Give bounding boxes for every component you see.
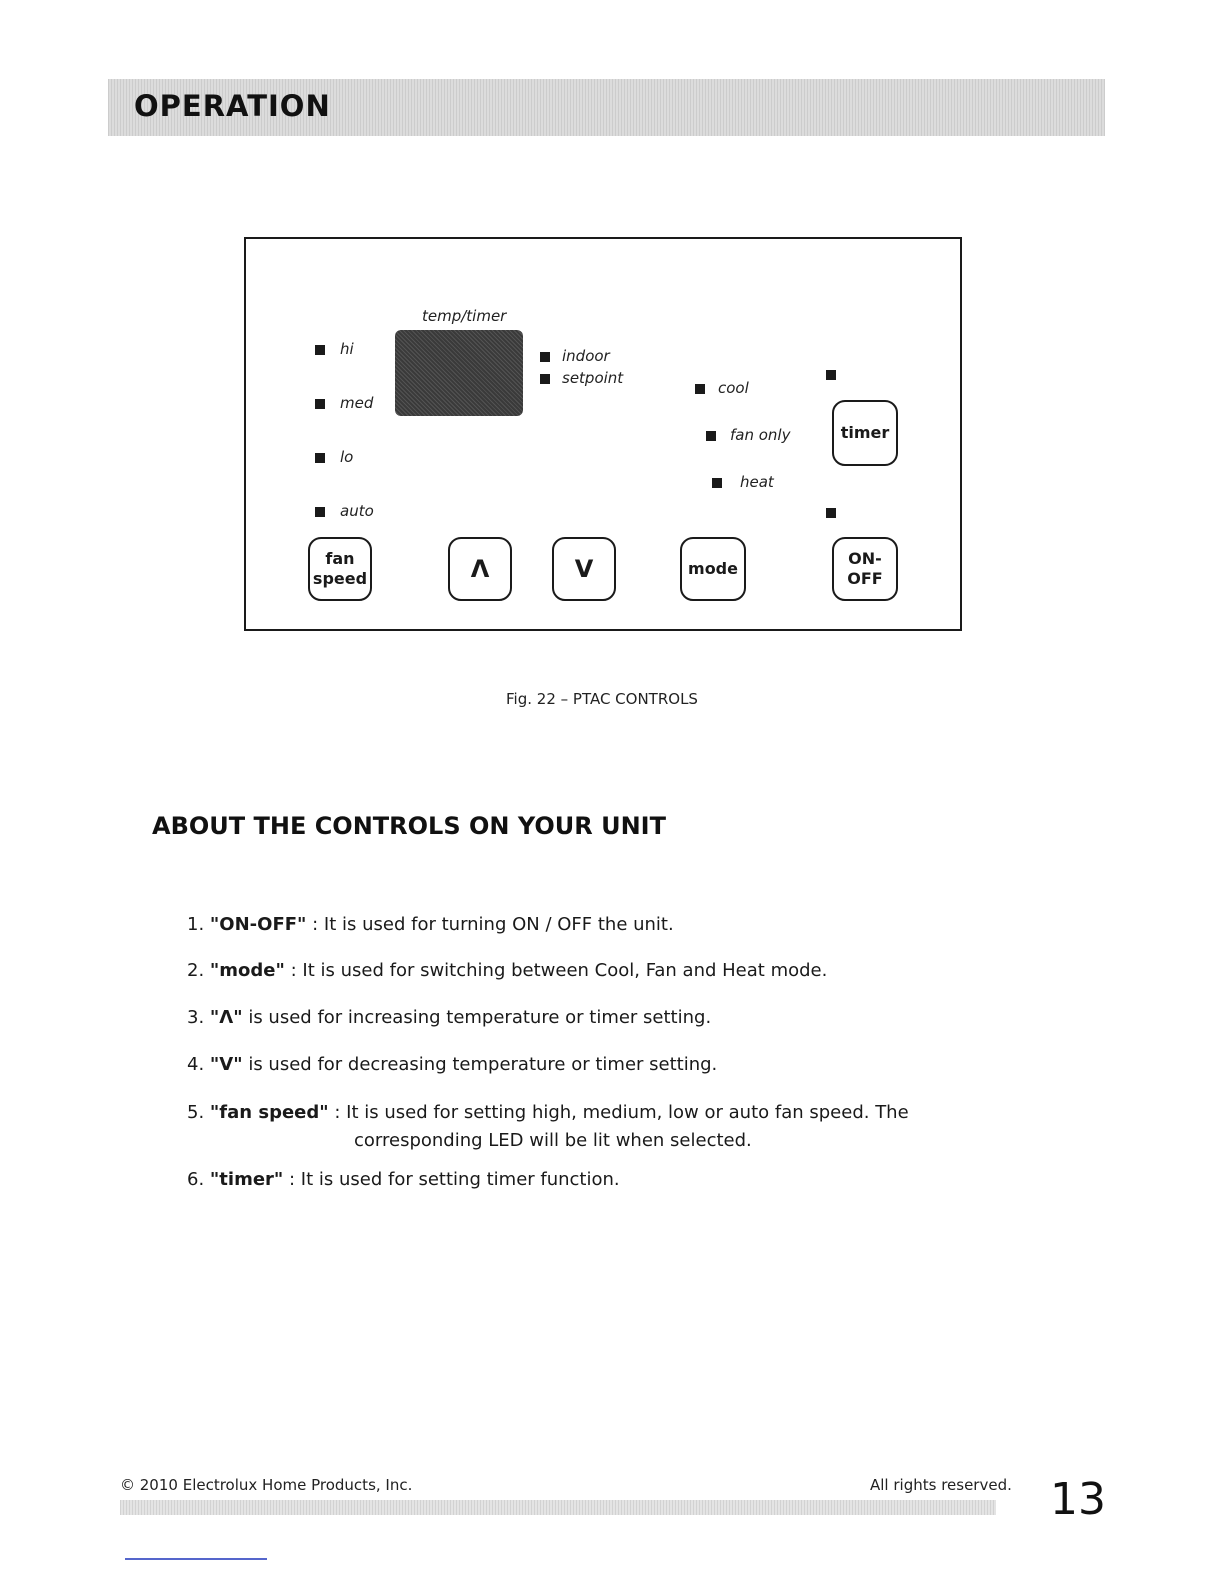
list-item: 1. "ON-OFF" : It is used for turning ON / OFF the unit. (187, 914, 674, 935)
led-hi-indicator (315, 345, 325, 355)
timer-button[interactable]: timer (832, 400, 898, 466)
led-setpoint-label: setpoint (562, 369, 624, 387)
rights-notice: All rights reserved. (870, 1476, 1012, 1494)
led-heat-indicator (712, 478, 722, 488)
footer-rule (125, 1558, 267, 1560)
led-cool-label: cool (718, 379, 749, 397)
list-item: 3. "Λ" is used for increasing temperature or timer setting. (187, 1007, 712, 1028)
figure-caption: Fig. 22 – PTAC CONTROLS (506, 690, 698, 708)
fan-speed-button[interactable]: fan speed (308, 537, 372, 601)
section-heading: ABOUT THE CONTROLS ON YOUR UNIT (152, 812, 666, 840)
led-fan-only-label: fan only (730, 426, 791, 444)
led-timer-indicator (826, 370, 836, 380)
page-title: OPERATION (134, 89, 331, 123)
led-power-indicator (826, 508, 836, 518)
led-fan-only-indicator (706, 431, 716, 441)
temp-timer-display (395, 330, 523, 416)
led-heat-label: heat (740, 473, 774, 491)
led-med-indicator (315, 399, 325, 409)
list-item: 4. "V" is used for decreasing temperature or timer setting. (187, 1054, 718, 1075)
mode-button[interactable]: mode (680, 537, 746, 601)
temp-up-button[interactable]: Λ (448, 537, 512, 601)
list-item-continuation: corresponding LED will be lit when selected. (354, 1130, 752, 1151)
temp-down-button[interactable]: V (552, 537, 616, 601)
list-item: 2. "mode" : It is used for switching between Cool, Fan and Heat mode. (187, 960, 828, 981)
on-off-button[interactable]: ON- OFF (832, 537, 898, 601)
list-item: 5. "fan speed" : It is used for setting high, medium, low or auto fan speed. The (187, 1102, 909, 1123)
led-cool-indicator (695, 384, 705, 394)
led-hi-label: hi (340, 340, 354, 358)
led-indoor-label: indoor (562, 347, 610, 365)
page-number: 13 (1050, 1474, 1106, 1525)
led-setpoint-indicator (540, 374, 550, 384)
footer-bar (120, 1500, 996, 1515)
led-auto-label: auto (340, 502, 374, 520)
led-med-label: med (340, 394, 374, 412)
list-item: 6. "timer" : It is used for setting timer function. (187, 1169, 620, 1190)
led-lo-indicator (315, 453, 325, 463)
display-label: temp/timer (422, 307, 507, 325)
ptac-control-panel (244, 237, 962, 631)
led-lo-label: lo (340, 448, 354, 466)
led-auto-indicator (315, 507, 325, 517)
copyright-notice: © 2010 Electrolux Home Products, Inc. (120, 1476, 413, 1494)
led-indoor-indicator (540, 352, 550, 362)
header-bar (108, 79, 1105, 136)
